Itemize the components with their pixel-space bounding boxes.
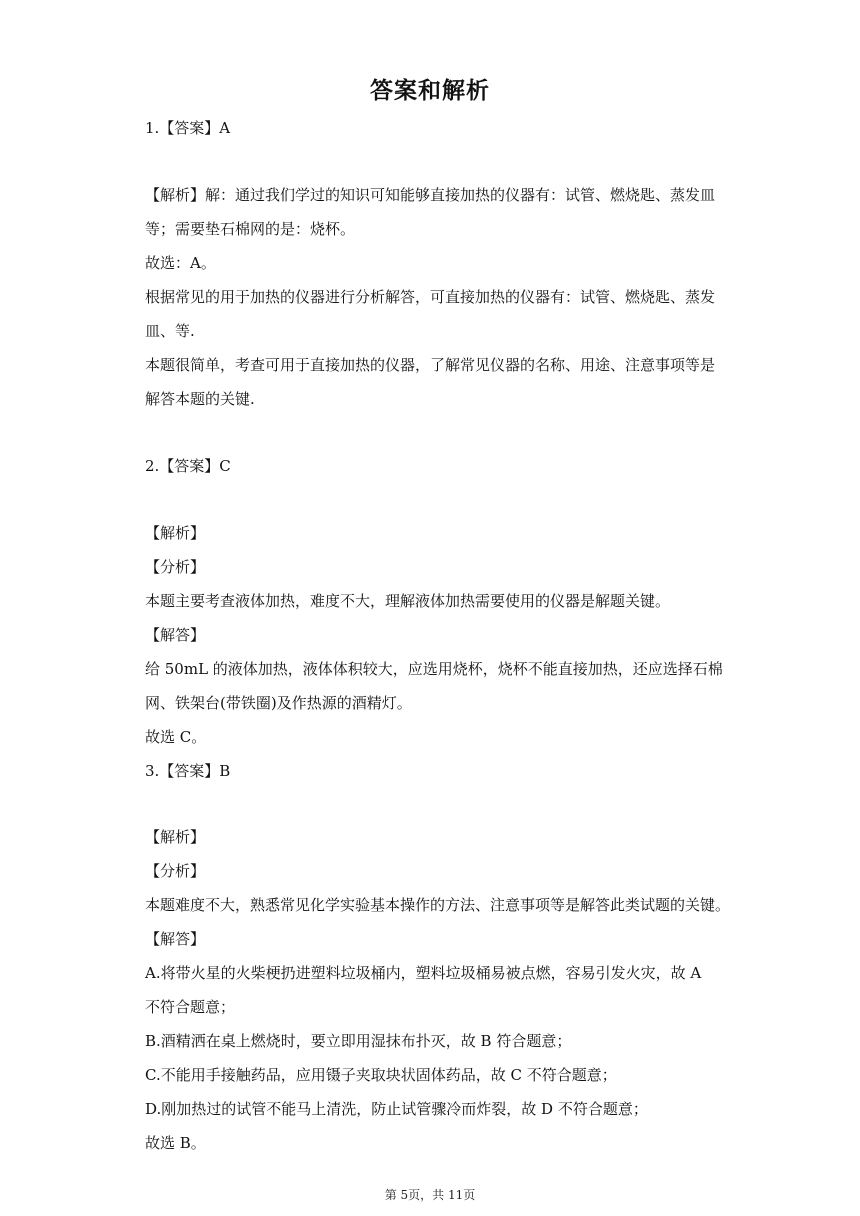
answer-1-heading: 1.【答案】A bbox=[145, 119, 231, 137]
choice-line: 故选：A。 bbox=[145, 254, 216, 272]
choice-line: 故选 B。 bbox=[145, 1134, 206, 1152]
analysis-2-line: 给 50mL 的液体加热，液体体积较大，应选用烧杯，烧杯不能直接加热，还应选择石棉 bbox=[145, 660, 723, 678]
answer-2-heading: 2.【答案】C bbox=[145, 457, 231, 475]
analysis-1-line: 本题很简单，考查可用于直接加热的仪器，了解常见仪器的名称、用途、注意事项等是 bbox=[145, 356, 716, 374]
option-a-line: 不符合题意； bbox=[145, 998, 236, 1016]
section-label: 【解答】 bbox=[145, 626, 206, 644]
section-label: 【分析】 bbox=[145, 558, 206, 576]
answer-3-heading: 3.【答案】B bbox=[145, 762, 231, 780]
section-label: 【解析】 bbox=[145, 524, 206, 542]
option-b-line: B.酒精洒在桌上燃烧时，要立即用湿抹布扑灭，故 B 符合题意； bbox=[145, 1032, 572, 1050]
analysis-1-line: 皿、等. bbox=[145, 322, 195, 340]
analysis-1-line: 等；需要垫石棉网的是：烧杯。 bbox=[145, 220, 356, 238]
analysis-1-line: 解答本题的关键. bbox=[145, 390, 255, 408]
page-title: 答案和解析 bbox=[370, 78, 490, 104]
page-footer: 第 5页，共 11页 bbox=[384, 1188, 476, 1202]
analysis-3-line: 本题难度不大，熟悉常见化学实验基本操作的方法、注意事项等是解答此类试题的关键。 bbox=[145, 896, 731, 914]
section-label: 【分析】 bbox=[145, 862, 206, 880]
option-d-line: D.刚加热过的试管不能马上清洗，防止试管骤冷而炸裂，故 D 不符合题意； bbox=[145, 1100, 648, 1118]
choice-line: 故选 C。 bbox=[145, 728, 207, 746]
section-label: 【解析】 bbox=[145, 828, 206, 846]
option-c-line: C.不能用手接触药品，应用镊子夹取块状固体药品，故 C 不符合题意； bbox=[145, 1066, 617, 1084]
analysis-2-line: 网、铁架台(带铁圈)及作热源的酒精灯。 bbox=[145, 694, 412, 712]
section-label: 【解答】 bbox=[145, 930, 206, 948]
analysis-1-line: 根据常见的用于加热的仪器进行分析解答，可直接加热的仪器有：试管、燃烧匙、蒸发 bbox=[145, 288, 716, 306]
option-a-line: A.将带火星的火柴梗扔进塑料垃圾桶内，塑料垃圾桶易被点燃，容易引发火灾，故 A bbox=[145, 964, 702, 982]
analysis-2-line: 本题主要考查液体加热，难度不大，理解液体加热需要使用的仪器是解题关键。 bbox=[145, 592, 671, 610]
analysis-1-line: 【解析】解：通过我们学过的知识可知能够直接加热的仪器有：试管、燃烧匙、蒸发皿 bbox=[145, 186, 716, 204]
